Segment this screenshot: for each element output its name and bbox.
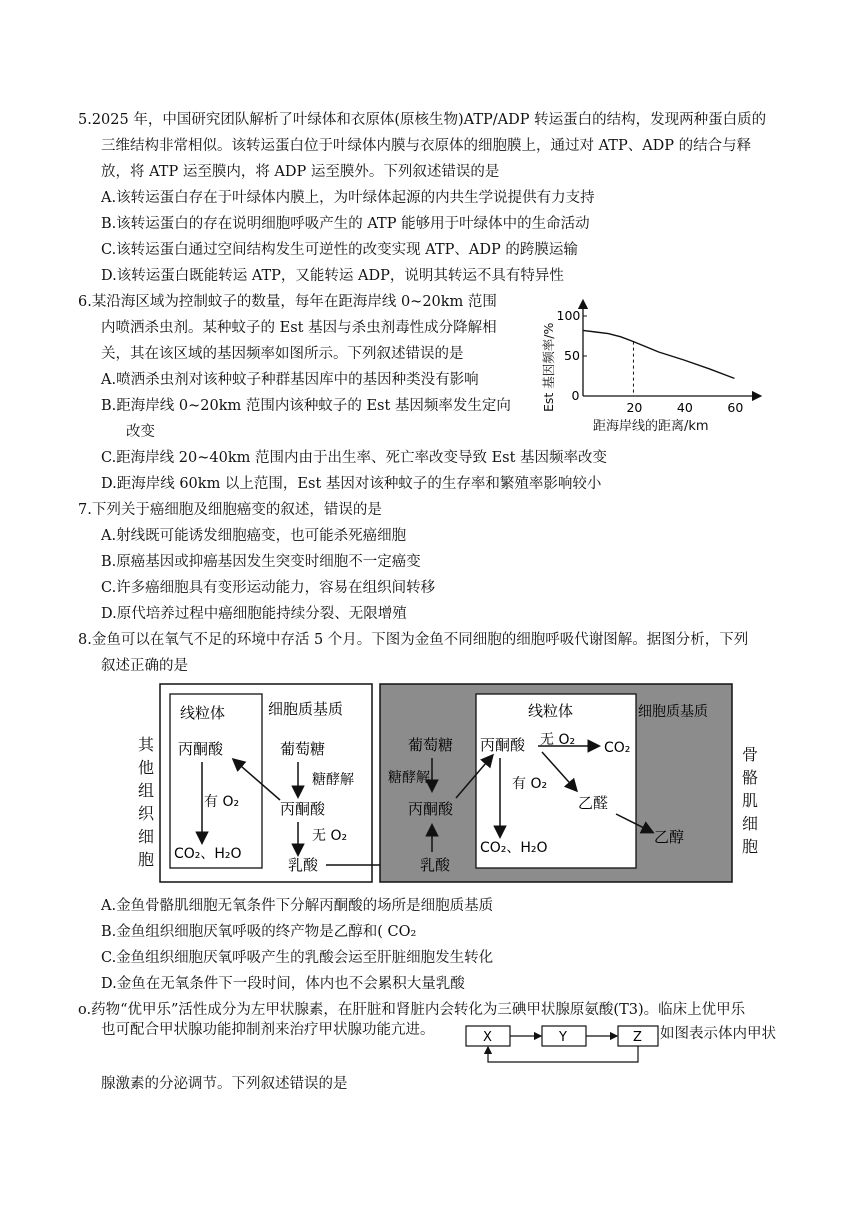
left-pyruvate-mito: 丙酮酸 bbox=[178, 740, 224, 758]
right-lactic-acid: 乳酸 bbox=[420, 856, 451, 874]
q5-option-c: C.该转运蛋白通过空间结构发生可逆性的改变实现 ATP、ADP 的跨膜运输 bbox=[101, 242, 578, 258]
q5-option-b: B.该转运蛋白的存在说明细胞呼吸产生的 ATP 能够用于叶绿体中的生命活动 bbox=[101, 216, 590, 232]
left-mito-title: 线粒体 bbox=[180, 704, 226, 722]
left-with-o2: 有 O₂ bbox=[204, 794, 240, 810]
q9-line-2-left: 也可配合甲状腺功能抑制剂来治疗甲状腺功能亢进。 bbox=[101, 1022, 435, 1038]
left-cyto-title: 细胞质基质 bbox=[268, 700, 344, 718]
chart-x-tick-60: 60 bbox=[727, 400, 744, 415]
right-glucose: 葡萄糖 bbox=[408, 736, 454, 754]
right-co2: CO₂ bbox=[604, 740, 631, 756]
right-mito-title: 线粒体 bbox=[528, 702, 574, 720]
right-cyto-title: 细胞质基质 bbox=[638, 704, 708, 720]
right-side-char-4: 细 bbox=[742, 814, 759, 833]
chart-y-tick-100: 100 bbox=[556, 308, 581, 323]
q9-line-3: 腺激素的分泌调节。下列叙述错误的是 bbox=[101, 1076, 348, 1092]
chart-y-tick-50: 50 bbox=[564, 348, 580, 363]
q6-stem-line-3: 关，其在该区域的基因频率如图所示。下列叙述错误的是 bbox=[101, 346, 464, 362]
q6-option-d: D.距海岸线 60km 以上范围，Est 基因对该种蚊子的生存率和繁殖率影响较小 bbox=[101, 476, 602, 492]
right-side-char-2: 骼 bbox=[742, 768, 759, 787]
est-frequency-chart bbox=[535, 298, 765, 438]
right-glycolysis: 糖酵解 bbox=[388, 770, 430, 786]
right-pyruvate-cyto: 丙酮酸 bbox=[408, 800, 454, 818]
chart-x-tick-40: 40 bbox=[676, 400, 693, 415]
chart-xlabel: 距海岸线的距离/km bbox=[593, 419, 709, 434]
left-glucose: 葡萄糖 bbox=[280, 740, 326, 758]
left-lactic-acid: 乳酸 bbox=[288, 856, 319, 874]
left-side-char-5: 细 bbox=[138, 827, 155, 846]
q5-option-a: A.该转运蛋白存在于叶绿体内膜上，为叶绿体起源的内共生学说提供有力支持 bbox=[101, 190, 595, 206]
left-co2-h2o: CO₂、H₂O bbox=[174, 846, 242, 862]
q7-option-c: C.许多癌细胞具有变形运动能力，容易在组织间转移 bbox=[101, 580, 436, 596]
left-pyruvate-cyto: 丙酮酸 bbox=[280, 800, 326, 818]
left-glycolysis: 糖酵解 bbox=[312, 772, 354, 788]
chart-x-tick-20: 20 bbox=[626, 400, 643, 415]
left-side-char-2: 他 bbox=[138, 758, 155, 777]
box-y-label: Y bbox=[559, 1030, 567, 1045]
q7-option-a: A.射线既可能诱发细胞癌变，也可能杀死癌细胞 bbox=[101, 528, 407, 544]
q8-option-a: A.金鱼骨骼肌细胞无氧条件下分解丙酮酸的场所是细胞质基质 bbox=[101, 898, 494, 914]
left-side-char-3: 组 bbox=[138, 781, 155, 800]
right-ethanol: 乙醇 bbox=[654, 828, 685, 846]
q6-option-b: B.距海岸线 0~20km 范围内该种蚊子的 Est 基因频率发生定向 bbox=[101, 398, 511, 414]
right-without-o2: 无 O₂ bbox=[540, 732, 576, 748]
q6-option-a: A.喷洒杀虫剂对该种蚊子种群基因库中的基因种类没有影响 bbox=[101, 372, 479, 388]
right-side-char-5: 胞 bbox=[742, 837, 759, 856]
respiration-diagram bbox=[130, 680, 770, 890]
q8-stem-line-2: 叙述正确的是 bbox=[101, 658, 188, 674]
right-side-char-3: 肌 bbox=[742, 791, 759, 810]
right-co2-h2o: CO₂、H₂O bbox=[480, 840, 548, 856]
q9-line-1: o.药物“优甲乐”活性成分为左甲状腺素，在肝脏和肾脏内会转化为三碘甲状腺原氨酸(T3)。临床上优甲乐 bbox=[78, 1002, 746, 1018]
box-x-label: X bbox=[483, 1030, 492, 1045]
right-acetaldehyde: 乙醛 bbox=[578, 794, 609, 812]
q8-option-d: D.金鱼在无氧条件下一段时间，体内也不会累积大量乳酸 bbox=[101, 976, 465, 992]
left-side-char-4: 织 bbox=[138, 804, 155, 823]
q8-option-c: C.金鱼组织细胞厌氧呼吸产生的乳酸会运至肝脏细胞发生转化 bbox=[101, 950, 494, 966]
left-side-char-1: 其 bbox=[138, 735, 155, 754]
q7-stem: 7.下列关于癌细胞及细胞癌变的叙述，错误的是 bbox=[78, 502, 382, 518]
q7-option-b: B.原癌基因或抑癌基因发生突变时细胞不一定癌变 bbox=[101, 554, 421, 570]
q6-option-b-cont: 改变 bbox=[126, 424, 155, 440]
chart-ylabel: Est 基因频率/% bbox=[541, 322, 556, 412]
right-side-char-1: 骨 bbox=[742, 745, 759, 764]
left-side-char-6: 胞 bbox=[138, 850, 155, 869]
chart-series-line bbox=[583, 330, 734, 378]
q5-stem-line-2: 三维结构非常相似。该转运蛋白位于叶绿体内膜与衣原体的细胞膜上，通过对 ATP、ADP 的结合与释 bbox=[101, 138, 752, 154]
q5-option-d: D.该转运蛋白既能转运 ATP，又能转运 ADP，说明其转运不具有特异性 bbox=[101, 268, 564, 284]
hormone-regulation-diagram bbox=[462, 1022, 662, 1070]
chart-y-tick-0: 0 bbox=[571, 388, 580, 403]
q6-stem-line-2: 内喷洒杀虫剂。某种蚊子的 Est 基因与杀虫剂毒性成分降解相 bbox=[101, 320, 497, 336]
right-pyruvate-mito: 丙酮酸 bbox=[480, 736, 526, 754]
q9-line-2-right: 如图表示体内甲状 bbox=[660, 1026, 776, 1042]
left-without-o2: 无 O₂ bbox=[312, 828, 348, 844]
q8-option-b: B.金鱼组织细胞厌氧呼吸的终产物是乙醇和( CO₂ bbox=[101, 924, 417, 940]
q5-stem-line-1: 5.2025 年，中国研究团队解析了叶绿体和衣原体(原核生物)ATP/ADP 转运蛋白的结构，发现两种蛋白质的 bbox=[78, 112, 767, 128]
q6-stem-line-1: 6.某沿海区域为控制蚊子的数量，每年在距海岸线 0~20km 范围 bbox=[78, 294, 497, 310]
right-with-o2: 有 O₂ bbox=[512, 776, 548, 792]
q7-option-d: D.原代培养过程中癌细胞能持续分裂、无限增殖 bbox=[101, 606, 407, 622]
box-z-label: Z bbox=[633, 1030, 642, 1045]
q8-stem-line-1: 8.金鱼可以在氧气不足的环境中存活 5 个月。下图为金鱼不同细胞的细胞呼吸代谢图解。据图分析，下列 bbox=[78, 632, 749, 648]
q6-option-c: C.距海岸线 20~40km 范围内由于出生率、死亡率改变导致 Est 基因频率改变 bbox=[101, 450, 608, 466]
q5-stem-line-3: 放，将 ATP 运至膜内，将 ADP 运至膜外。下列叙述错误的是 bbox=[101, 164, 500, 180]
